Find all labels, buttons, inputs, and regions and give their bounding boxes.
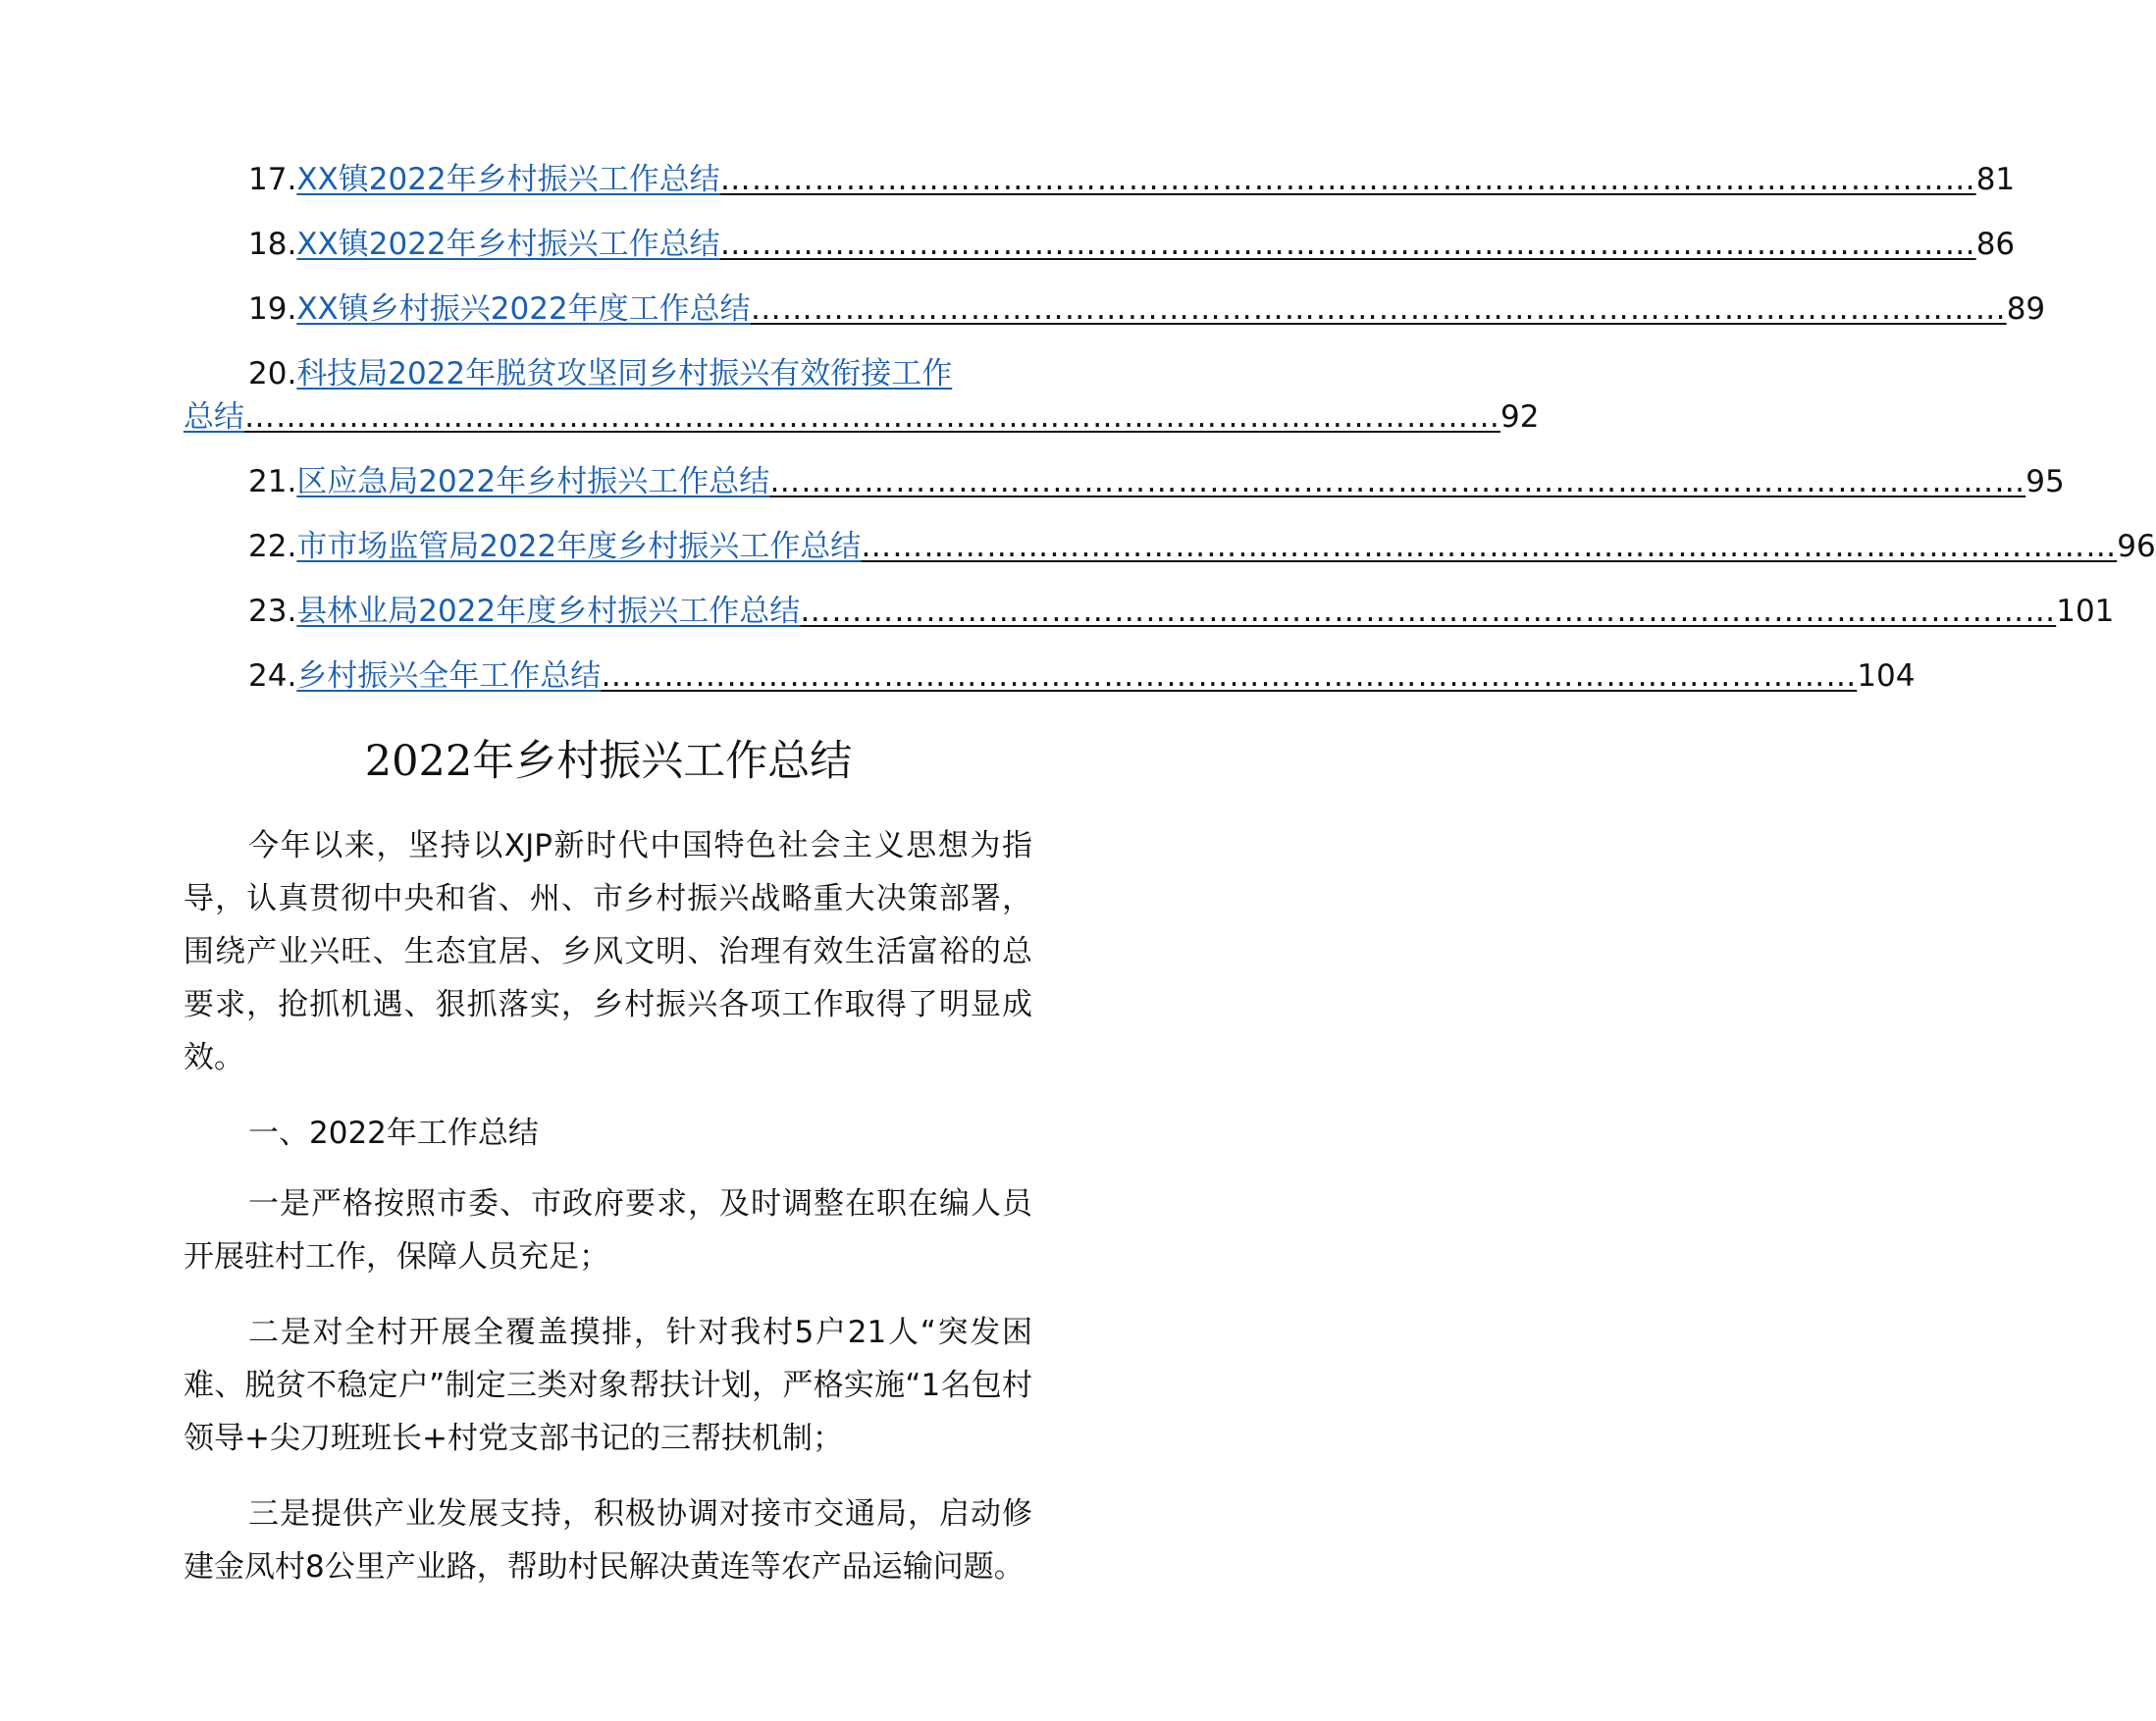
toc-number: 22. (248, 529, 297, 564)
body-paragraph: 三是提供产业发展支持，积极协调对接市交通局，启动修建金凤村8公里产业路，帮助村民解决黄连等农产品运输问题。 (184, 1496, 1032, 1585)
toc-entry-18 (184, 212, 2016, 277)
toc-number: 18. (248, 227, 297, 262)
toc-page-number: 101 (2056, 594, 2115, 629)
toc-leader: ………………………………………………………………………………………………………… (861, 529, 2118, 564)
toc-leader: ………………………………………………………………………………………………………… (719, 227, 1976, 262)
toc-link[interactable]: XX镇2022年乡村振兴工作总结 (296, 227, 720, 262)
toc-entry-22 (184, 514, 2156, 579)
body-paragraph: 一是严格按照市委、市政府要求，及时调整在职在编人员开展驻村工作，保障人员充足； (184, 1186, 1032, 1275)
body-paragraph: 二是对全村开展全覆盖摸排，针对我村5户21人“突发困难、脱贫不稳定户”制定三类对象帮扶计划，严格实施“1名包村领导+尖刀班班长+村党支部书记的三帮扶机制； (184, 1315, 1032, 1456)
toc-entry-19 (184, 277, 2046, 341)
toc-page-number: 86 (1975, 227, 2016, 262)
section-heading: 一、2022年工作总结 (248, 1116, 539, 1151)
intro-paragraph: 今年以来，坚持以XJP新时代中国特色社会主义思想为指导，认真贯彻中央和省、州、市乡村振兴战略重大决策部署，围绕产业兴旺、生态宜居、乡风文明、治理有效生活富裕的总要求，抢抓机遇、狠抓落实，乡村振兴各项工作取得了明显成效。 (184, 828, 1032, 1075)
toc-entry-20 (184, 341, 1540, 449)
toc-entry-23 (184, 579, 2115, 644)
toc-page-number: 81 (1975, 162, 2016, 197)
toc-link[interactable]: XX镇乡村振兴2022年度工作总结 (296, 291, 751, 327)
toc-link[interactable]: 科技局2022年脱贫攻坚同乡村振兴有效衔接工作 (296, 356, 953, 391)
toc-link[interactable]: 区应急局2022年乡村振兴工作总结 (296, 464, 770, 499)
toc-entry-17 (184, 147, 2016, 212)
toc-link[interactable]: 乡村振兴全年工作总结 (296, 658, 602, 694)
toc-page-number: 95 (2025, 464, 2065, 499)
toc-number: 23. (248, 594, 297, 629)
toc-link[interactable]: XX镇2022年乡村振兴工作总结 (296, 162, 720, 197)
toc-number: 24. (248, 658, 297, 694)
toc-leader: ………………………………………………………………………………………………………… (719, 162, 1976, 197)
toc-page-number: 92 (1500, 399, 1540, 435)
toc-number: 17. (248, 162, 297, 197)
toc-number: 20. (248, 356, 297, 391)
toc-leader: ………………………………………………………………………………………………………… (601, 658, 1858, 694)
toc-link-continued[interactable]: 总结 (184, 399, 244, 435)
table-of-contents (184, 147, 2156, 708)
document-body (184, 819, 1032, 1616)
toc-leader: ………………………………………………………………………………………………………… (800, 594, 2057, 629)
document-title: 2022年乡村振兴工作总结 (364, 737, 853, 786)
toc-leader: ………………………………………………………………………………………………………… (769, 464, 2026, 499)
toc-entry-21 (184, 449, 2065, 514)
toc-number: 21. (248, 464, 297, 499)
toc-page-number: 89 (2006, 291, 2046, 327)
toc-page-number: 96 (2117, 529, 2156, 564)
toc-entry-24 (184, 644, 1916, 708)
toc-number: 19. (248, 291, 297, 327)
toc-link[interactable]: 县林业局2022年度乡村振兴工作总结 (296, 594, 801, 629)
toc-leader: ………………………………………………………………………………………………………… (244, 399, 1500, 435)
toc-page-number: 104 (1857, 658, 1916, 694)
toc-leader: ………………………………………………………………………………………………………… (750, 291, 2007, 327)
toc-link[interactable]: 市市场监管局2022年度乡村振兴工作总结 (296, 529, 862, 564)
